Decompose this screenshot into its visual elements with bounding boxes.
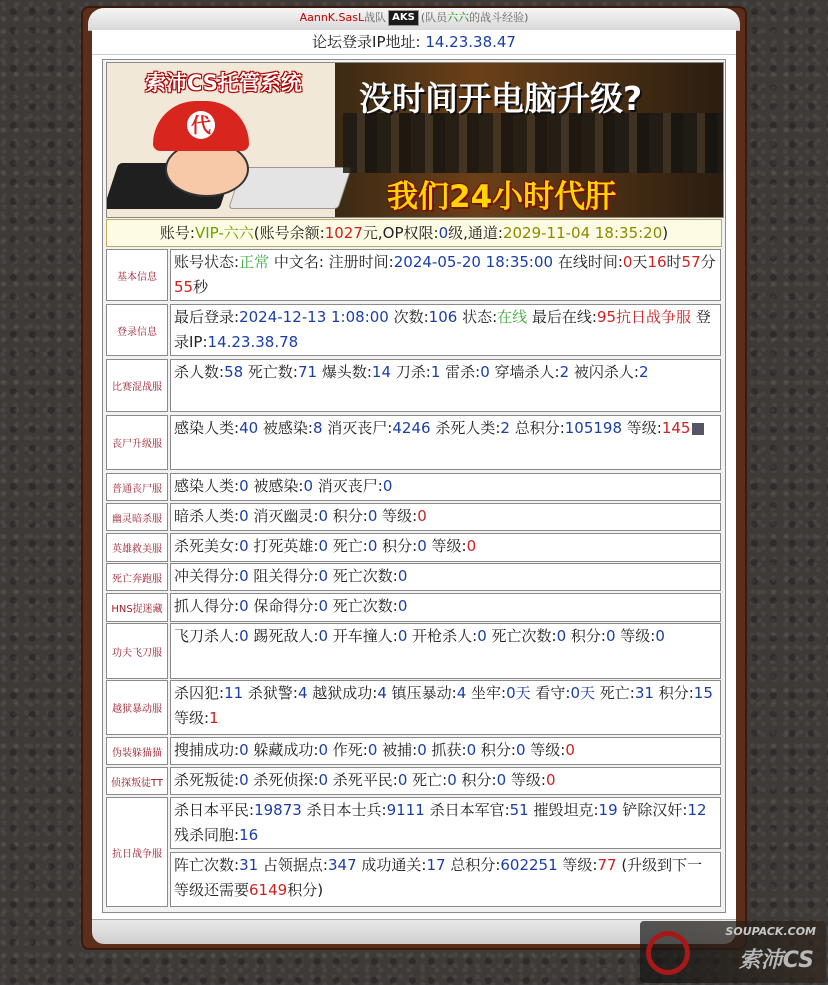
row-category: 登录信息 — [106, 304, 168, 356]
soldiers-image — [343, 113, 723, 173]
stat-label: 抓人得分: — [174, 597, 240, 615]
row-values — [170, 473, 721, 501]
stat-label: 抓获: — [426, 741, 467, 759]
channel-time: 2029-11-04 18:35:20 — [502, 224, 663, 242]
stat-label: 打死英雄: — [248, 537, 319, 555]
stat-label: 保命得分: — [248, 597, 319, 615]
stat-value: 1 — [209, 709, 219, 727]
stats-row — [106, 249, 721, 301]
stat-value: 0 — [397, 771, 408, 789]
row-values — [170, 503, 721, 531]
stat-value: 0 — [239, 567, 249, 585]
stat-value: 12 — [687, 801, 707, 819]
stats-row — [106, 503, 721, 531]
stat-label: 杀死平民: — [327, 771, 398, 789]
stat-value: 19873 — [254, 801, 302, 819]
stat-value: 0 — [367, 507, 378, 525]
stat-value: 14 — [371, 363, 391, 381]
stat-value: 0 — [622, 253, 633, 271]
stat-value: 0 — [303, 477, 313, 495]
watermark — [640, 921, 826, 983]
banner-brand: 索沛CS托管系统 — [145, 71, 302, 95]
stat-value: 0 — [515, 741, 526, 759]
member-name: 六六 — [447, 11, 470, 24]
stat-label: 飞刀杀人: — [174, 627, 240, 645]
stat-label: 杀死人类: — [430, 419, 501, 437]
stat-value: 0 — [397, 627, 408, 645]
stat-value: 0 — [466, 741, 477, 759]
stat-value: 正常 — [239, 253, 270, 271]
row-values — [170, 304, 721, 356]
stat-value: 0 — [318, 771, 328, 789]
stat-label: 消灭丧尸: — [312, 477, 383, 495]
mascot-hat-char: 代 — [187, 111, 215, 139]
stat-label: 等级: — [557, 856, 598, 874]
stat-label: 在线时间: — [553, 253, 623, 271]
stat-label: 中文名: 注册时间: — [269, 253, 394, 271]
stat-value: 0 — [367, 537, 378, 555]
stat-value: 14.23.38.78 — [207, 333, 299, 351]
row-values — [170, 533, 721, 562]
stat-value: 58 — [224, 363, 244, 381]
op-suffix: 级,通道: — [448, 224, 503, 242]
watermark-logo-icon — [646, 931, 690, 975]
stat-label: 成功通关: — [356, 856, 427, 874]
stat-value: 602251 — [500, 856, 558, 874]
stats-row — [106, 593, 721, 622]
row-values — [170, 249, 721, 301]
stat-label: 杀狱警: — [243, 684, 298, 702]
row-values — [170, 563, 721, 591]
stat-value: 0 — [545, 771, 556, 789]
stat-label: 杀人数: — [174, 363, 225, 381]
stat-value: 0 — [318, 741, 328, 759]
stat-label: 铲除汉奸: — [617, 801, 688, 819]
stat-value: 0 — [466, 537, 477, 555]
stat-label: 消灭幽灵: — [248, 507, 319, 525]
stat-value: 2 — [559, 363, 570, 381]
stat-label: 感染人类: — [174, 419, 240, 437]
stat-label: 感染人类: — [174, 477, 240, 495]
stat-label: 杀囚犯: — [174, 684, 225, 702]
balance-unit: 元,OP权限: — [362, 224, 439, 242]
stat-value: 95抗日战争服 — [596, 308, 692, 326]
stat-value: 2 — [500, 419, 510, 437]
stat-value: 0 — [447, 771, 457, 789]
stat-value: 2024-12-13 1:08:00 — [239, 308, 389, 326]
row-category: HNS捉迷藏 — [106, 593, 168, 622]
row-category: 越狱暴动服 — [106, 680, 168, 735]
banner-headline: 没时间开电脑升级? — [359, 79, 643, 118]
stat-label: 开车撞人: — [327, 627, 398, 645]
stat-label: 冲关得分: — [174, 567, 240, 585]
row-category: 比赛混战服 — [106, 359, 168, 412]
stat-label: 死亡: — [327, 537, 368, 555]
stat-value: 0 — [239, 597, 249, 615]
promo-banner[interactable] — [106, 62, 724, 218]
row-values — [170, 359, 721, 412]
stats-row — [106, 359, 721, 412]
stat-label: 等级: — [615, 627, 656, 645]
stat-value: 0 — [318, 627, 328, 645]
stat-label: 越狱成功: — [307, 684, 378, 702]
stat-label: 杀死叛徒: — [174, 771, 240, 789]
team-logo: AKS — [388, 10, 419, 26]
team-word: 战队 — [364, 11, 387, 24]
stat-label: 积分: — [377, 537, 418, 555]
stats-row — [106, 797, 721, 860]
stat-label: 暗杀人类: — [174, 507, 240, 525]
stat-value: 55 — [174, 278, 194, 296]
stat-value: 0 — [605, 627, 616, 645]
stat-value: 0天 — [570, 684, 596, 702]
stat-value: 0 — [397, 567, 408, 585]
level-badge-icon — [692, 423, 704, 435]
stat-value: 4246 — [392, 419, 431, 437]
row-values — [170, 593, 721, 622]
stat-value: 0 — [318, 597, 328, 615]
stats-row — [106, 680, 721, 735]
stat-value: 0 — [397, 597, 408, 615]
stat-label: 雷杀: — [440, 363, 481, 381]
stat-value: 4 — [377, 684, 387, 702]
stat-label: 被感染: — [248, 477, 304, 495]
mascot-hat-icon — [153, 101, 249, 151]
row-values — [170, 737, 721, 765]
stat-value: 57 — [681, 253, 701, 271]
row-category: 英雄救美服 — [106, 533, 168, 562]
op-level: 0 — [438, 224, 449, 242]
stat-label: 账号状态: — [174, 253, 240, 271]
stat-value: 4 — [297, 684, 308, 702]
stat-label: 积分: — [653, 684, 694, 702]
stat-value: 15 — [693, 684, 713, 702]
stat-value: 0天 — [506, 684, 531, 702]
stat-label: 杀日本平民: — [174, 801, 255, 819]
stat-label: 被感染: — [258, 419, 313, 437]
account-close: ) — [662, 224, 669, 242]
stat-label: 积分: — [456, 771, 497, 789]
stat-label: 死亡次数: — [486, 627, 557, 645]
stat-value: 0 — [239, 741, 249, 759]
stat-label: 等级: — [377, 507, 418, 525]
stat-label: 被捕: — [377, 741, 418, 759]
stat-label: 登录IP: — [174, 308, 711, 351]
stat-value: 0 — [417, 507, 427, 525]
row-values — [170, 415, 721, 470]
stat-label: 次数: — [388, 308, 429, 326]
stat-label: 等级: — [174, 709, 210, 727]
stat-label: 总积分: — [509, 419, 565, 437]
stat-label: 阻关得分: — [248, 567, 319, 585]
stat-value: 0 — [477, 627, 487, 645]
stat-label: 消灭丧尸: — [322, 419, 393, 437]
stat-label: (升级到下一等级还需要 — [174, 856, 703, 899]
stat-label: 看守: — [530, 684, 571, 702]
stat-label: 杀死美女: — [174, 537, 240, 555]
stat-label: 死亡次数: — [327, 567, 398, 585]
stat-value: 2024-05-20 18:35:00 — [393, 253, 554, 271]
stat-label: 死亡: — [407, 771, 448, 789]
row-category: 普通丧尸服 — [106, 473, 168, 501]
stat-label: 死亡数: — [243, 363, 298, 381]
stat-value: 31 — [239, 856, 259, 874]
stat-label: 死亡次数: — [327, 597, 398, 615]
stat-value: 0 — [239, 627, 249, 645]
stat-value: 145 — [661, 419, 691, 437]
stat-label: 最后在线: — [527, 308, 597, 326]
stat-value: 0 — [382, 477, 393, 495]
row-category: 抗日战争服 — [106, 797, 168, 907]
forum-ip-value: 14.23.38.47 — [425, 33, 516, 51]
stat-label: 杀日本士兵: — [301, 801, 387, 819]
stat-label: 占领据点: — [258, 856, 328, 874]
stat-value: 19 — [598, 801, 618, 819]
row-category: 基本信息 — [106, 249, 168, 301]
stat-value: 0 — [239, 507, 249, 525]
row-category: 侦探叛徒TT — [106, 767, 168, 795]
stat-label: 爆头数: — [317, 363, 372, 381]
row-category: 功夫飞刀服 — [106, 623, 168, 679]
row-values — [170, 767, 721, 795]
stat-label: 状态: — [457, 308, 498, 326]
stat-label: 残杀同胞: — [174, 826, 240, 844]
stat-value: 0 — [239, 537, 249, 555]
stat-label: 被闪杀人: — [569, 363, 639, 381]
stats-row — [106, 415, 721, 470]
stat-label: 踢死敌人: — [248, 627, 319, 645]
team-player-name[interactable]: AannK.SasL — [299, 11, 365, 24]
stat-label: 躲藏成功: — [248, 741, 319, 759]
stat-label: 作死: — [327, 741, 368, 759]
stat-label: 积分) — [287, 881, 324, 899]
stat-label: 总积分: — [445, 856, 501, 874]
stat-value: 0 — [239, 477, 249, 495]
stat-label: 穿墙杀人: — [489, 363, 560, 381]
stat-value: 9111 — [386, 801, 425, 819]
stat-value: 在线 — [497, 308, 528, 326]
watermark-line2: 索沛CS — [738, 948, 814, 973]
stats-row — [106, 304, 721, 356]
stats-row — [106, 563, 721, 591]
forum-ip-bar — [92, 30, 736, 55]
stat-label: 阵亡次数: — [174, 856, 240, 874]
stat-label: 摧毁坦克: — [528, 801, 599, 819]
stat-value: 0 — [556, 627, 567, 645]
stat-label: 等级: — [426, 537, 467, 555]
stats-row — [106, 767, 721, 795]
stat-value: 0 — [367, 741, 378, 759]
balance-label: (账号余额: — [253, 224, 325, 242]
stat-label: 秒 — [193, 278, 209, 296]
stat-value: 0 — [417, 537, 427, 555]
stat-value: 0 — [496, 771, 507, 789]
stat-label: 积分: — [566, 627, 606, 645]
stat-value: 0 — [318, 567, 328, 585]
stats-row — [106, 533, 721, 562]
stat-value: 6149 — [249, 881, 288, 899]
stat-value: 40 — [239, 419, 259, 437]
row-values — [170, 852, 721, 907]
stat-value: 1 — [430, 363, 441, 381]
stats-row — [106, 623, 721, 679]
stat-value: 8 — [312, 419, 323, 437]
row-values — [170, 623, 721, 679]
stat-label: 时 — [666, 253, 682, 271]
stat-label: 死亡: — [595, 684, 635, 702]
stat-value: 16 — [647, 253, 667, 271]
stat-value: 4 — [456, 684, 467, 702]
stat-value: 51 — [509, 801, 529, 819]
row-values — [170, 680, 721, 735]
banner-subline: 我们24小时代肝 — [387, 179, 617, 215]
stats-row — [106, 737, 721, 765]
row-values — [170, 797, 721, 849]
stat-label: 镇压暴动: — [386, 684, 457, 702]
row-category: 丧尸升级服 — [106, 415, 168, 470]
stat-label: 杀日本军官: — [424, 801, 510, 819]
stat-label: 分 — [700, 253, 716, 271]
watermark-line1: SOUPACK.COM — [725, 925, 816, 938]
stat-value: 77 — [597, 856, 617, 874]
title-bar — [88, 8, 740, 31]
title-prefix: (队员 — [420, 11, 448, 24]
stat-value: 2 — [638, 363, 649, 381]
stat-label: 等级: — [506, 771, 546, 789]
stat-value: 16 — [239, 826, 259, 844]
row-category: 幽灵暗杀服 — [106, 503, 168, 531]
account-label: 账号: — [159, 224, 195, 242]
stat-value: 0 — [480, 363, 490, 381]
stat-value: 0 — [239, 771, 249, 789]
stat-value: 0 — [565, 741, 575, 759]
stat-value: 347 — [327, 856, 357, 874]
stat-label: 最后登录: — [174, 308, 240, 326]
account-name: VIP-六六 — [194, 224, 254, 242]
stat-label: 积分: — [476, 741, 516, 759]
stat-label: 等级: — [525, 741, 566, 759]
stat-label: 搜捕成功: — [174, 741, 240, 759]
account-summary — [106, 219, 722, 247]
stat-value: 31 — [634, 684, 654, 702]
stat-value: 106 — [428, 308, 458, 326]
stat-label: 杀死侦探: — [248, 771, 319, 789]
stat-value: 71 — [297, 363, 318, 381]
stats-row — [106, 473, 721, 501]
stats-row — [106, 852, 721, 907]
stat-value: 0 — [318, 537, 328, 555]
stat-label: 刀杀: — [391, 363, 431, 381]
stat-value: 11 — [224, 684, 244, 702]
stat-label: 开枪杀人: — [407, 627, 478, 645]
stat-value: 17 — [426, 856, 446, 874]
forum-ip-label: 论坛登录IP地址: — [312, 33, 421, 51]
stat-label: 等级: — [622, 419, 662, 437]
stat-label: 天 — [632, 253, 648, 271]
row-category: 死亡奔跑服 — [106, 563, 168, 591]
stat-value: 105198 — [564, 419, 623, 437]
stat-value: 0 — [417, 741, 427, 759]
stat-label: 坐牢: — [466, 684, 507, 702]
stat-value: 0 — [655, 627, 665, 645]
balance-value: 1027 — [324, 224, 363, 242]
stat-label: 积分: — [327, 507, 368, 525]
title-suffix: 的战斗经验) — [469, 11, 529, 24]
row-category: 伪装躲猫猫 — [106, 737, 168, 765]
stat-value: 0 — [318, 507, 328, 525]
